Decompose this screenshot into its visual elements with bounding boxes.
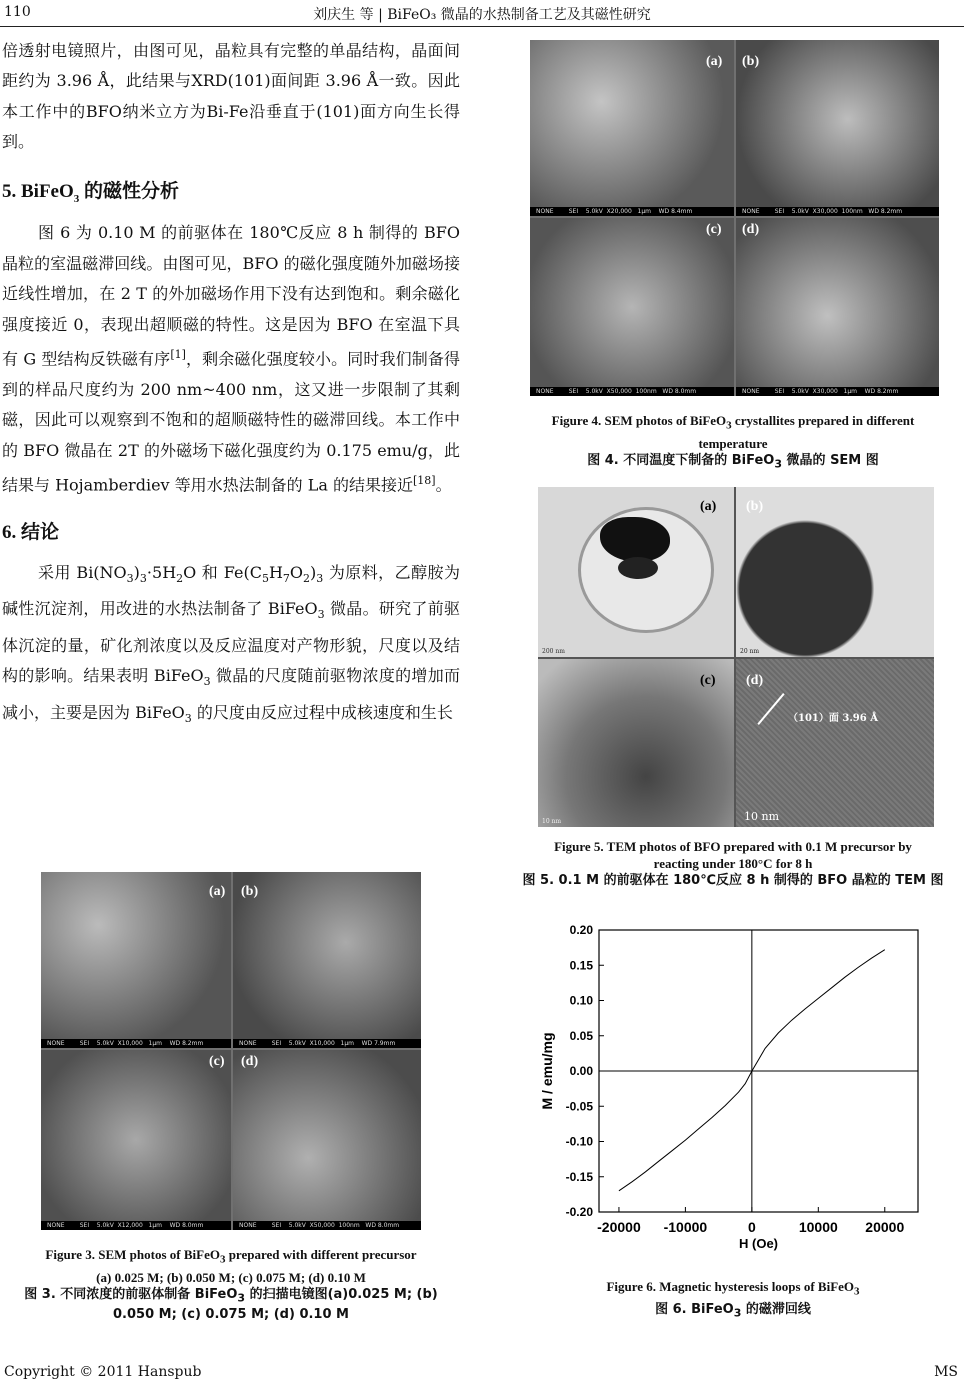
sem-panel-a [530,40,734,216]
tem-panel-b [736,487,934,657]
sem-info-bar: NONE SEI 5.0kV X50,000 100nm WD 8.0mm [530,387,734,396]
section-5-heading: 5. BiFeO$_3$ 的磁性分析 [2,180,180,205]
caption-en: Figure 3. SEM photos of BiFeO$_3$ prepared with different precursor [45,1247,417,1266]
left-column [2,36,460,735]
caption-zh: 图 6. BiFeO$_3$ 的磁滞回线 [655,1301,811,1320]
section-6-paragraph: 采用 $Bi(NO_3)_3\cdot 5H_2O$ 和 $Fe(C_5H_7O_2)_3$ 为原料，乙醇胺为碱性沉淀剂，用改进的水热法制备了 BiFeO$_3$ 微晶。研究了前驱体沉淀的量，矿化剂浓度以及反应温度对产物形貌，尺度以及结构的影响。结果表明 BiFeO$_3$ 微晶的尺度随前驱物浓度的增加而减小，主要是因为 BiFeO$_3$ 的尺度由反应过程中成核速度和生长 [2,562,460,726]
x-tick-label: 0 [747,1219,756,1235]
y-tick-label: 0.00 [569,1064,593,1078]
scale-label-d: 10 nm [744,810,780,823]
sem-info-bar: NONE SEI 5.0kV X12,000 1μm WD 8.0mm [41,1221,231,1230]
scale-label-b: 20 nm [740,648,760,655]
running-title: 刘庆生 等 | BiFeO₃ 微晶的水热制备工艺及其磁性研究 [313,7,651,23]
copyright: Copyright © 2011 Hanspub [4,1364,202,1380]
chart-axes [599,930,918,1212]
hysteresis-chart [536,916,956,1262]
caption-en-line2: temperature [698,435,768,451]
y-tick-label: 0.05 [569,1028,593,1043]
figure-4-caption [502,412,964,472]
figure-5-caption [502,838,964,889]
y-axis-label: M / emu/mg [539,1032,555,1110]
chart-ticks [566,923,905,1235]
panel-label-b: (b) [742,54,760,69]
sem-panel-d [233,1050,421,1230]
sem-info-bar: NONE SEI 5.0kV X50,000 100nm WD 8.0mm [233,1221,421,1230]
journal-code: MS [934,1364,958,1380]
caption-zh-line2: 0.050 M; (c) 0.075 M; (d) 0.10 M [113,1307,349,1323]
caption-zh: 图 5. 0.1 M 的前驱体在 180℃反应 8 h 制得的 BFO 晶粒的 TEM 图 [522,873,944,888]
section-5-paragraph: 图 6 为 0.10 M 的前驱体在 180℃反应 8 h 制得的 BFO 晶粒的室温磁滞回线。由图可见，BFO 的磁化强度随外加磁场接近线性增加，在 2 T 的外加磁场作用下没有达到饱和。剩余磁化强度接近 0，表现出超顺磁的特性。这是因为 BFO 在室温下具有 G 型结构反铁磁有序[1]，剩余磁化强度较小。同时我们制备得到的样品尺度约为 200 nm~400 nm，这又进一步限制了其剩磁，因此可以观察到不饱和的超顺磁特性的磁滞回线。本工作中的 BFO 微晶在 2T 的外磁场下磁化强度约为 0.175 emu/g，此结果与 Hojamberdiev 等用水热法制备的 La 的结果接近[18]。 [2,223,460,495]
caption-en: Figure 5. TEM photos of BFO prepared with 0.1 M precursor by [554,839,912,854]
figure-4-image [530,40,939,396]
panel-label-c: (c) [700,673,716,688]
sem-panel-b [736,40,939,216]
panel-label-a: (a) [209,884,226,899]
page-number: 110 [4,4,31,20]
y-tick-label: 0.10 [569,993,593,1008]
y-tick-label: 0.15 [569,958,593,973]
figure-3-image [41,872,421,1230]
panel-label-b: (b) [241,884,259,899]
x-tick-label: 20000 [865,1219,905,1235]
scale-label-c: 10 nm [542,818,562,825]
panel-label-c: (c) [209,1054,225,1069]
x-tick-label: -10000 [663,1219,708,1235]
sem-info-bar: NONE SEI 5.0kV X10,000 1μm WD 7.9mm [233,1039,421,1048]
panel-label-d: (d) [241,1054,259,1069]
sem-info-bar: NONE SEI 5.0kV X30,000 100nm WD 8.2mm [736,207,939,216]
sem-info-bar: NONE SEI 5.0kV X20,000 1μm WD 8.4mm [530,207,734,216]
panel-label-a: (a) [706,54,723,69]
sem-info-bar: NONE SEI 5.0kV X10,000 1μm WD 8.2mm [41,1039,231,1048]
header-rule [0,26,964,27]
section-6-heading: 6. 结论 [2,521,60,543]
x-axis-label: H (Oe) [739,1236,778,1251]
scale-label-a: 200 nm [542,648,565,655]
figure-5-image [538,487,934,827]
sem-panel-c [41,1050,231,1230]
panel-label-d: (d) [746,673,764,688]
y-tick-label: -0.05 [565,1099,593,1114]
panel-label-c: (c) [706,222,722,237]
caption-zh: 图 3. 不同浓度的前驱体制备 BiFeO$_3$ 的扫描电镜图(a)0.025 M; (b) [24,1286,438,1305]
y-tick-label: -0.15 [565,1169,593,1184]
panel-label-a: (a) [700,499,717,514]
sem-panel-a [41,872,231,1048]
sem-panel-b [233,872,421,1048]
panel-label-b: (b) [746,499,764,514]
sem-panel-c [530,218,734,396]
tem-particle [618,557,658,579]
y-tick-label: 0.20 [569,923,593,937]
x-tick-label: -20000 [597,1219,641,1235]
panel-label-d: (d) [742,222,760,237]
caption-en-line2: reacting under 180°C for 8 h [653,856,813,871]
y-tick-label: -0.20 [565,1205,593,1219]
x-tick-label: 10000 [798,1219,838,1235]
caption-en: Figure 4. SEM photos of BiFeO$_3$ crystallites prepared in different [551,413,915,432]
sem-panel-d [736,218,939,396]
y-tick-label: -0.10 [565,1134,593,1149]
figure-6-caption [502,1278,964,1321]
caption-en-line2: (a) 0.025 M; (b) 0.050 M; (c) 0.075 M; (d) 0.10 M [96,1269,366,1285]
figure-3-caption [0,1246,462,1323]
caption-zh: 图 4. 不同温度下制备的 BiFeO$_3$ 微晶的 SEM 图 [587,452,879,471]
caption-en: Figure 6. Magnetic hysteresis loops of BiFeO$_3$ [606,1279,860,1298]
lattice-annotation: （101）面 3.96 Å [788,713,878,724]
tem-panel-d [736,659,934,827]
page-header [0,0,964,26]
lattice-marker [757,693,784,725]
sem-info-bar: NONE SEI 5.0kV X30,000 1μm WD 8.2mm [736,387,939,396]
intro-paragraph: 倍透射电镜照片，由图可见，晶粒具有完整的单晶结构，晶面间距约为 3.96 Å，此结果与XRD(101)面间距 3.96 Å一致。因此本工作中的BFO纳米立方为Bi-Fe沿垂直于(101)面方向生长得到。 [2,41,460,152]
